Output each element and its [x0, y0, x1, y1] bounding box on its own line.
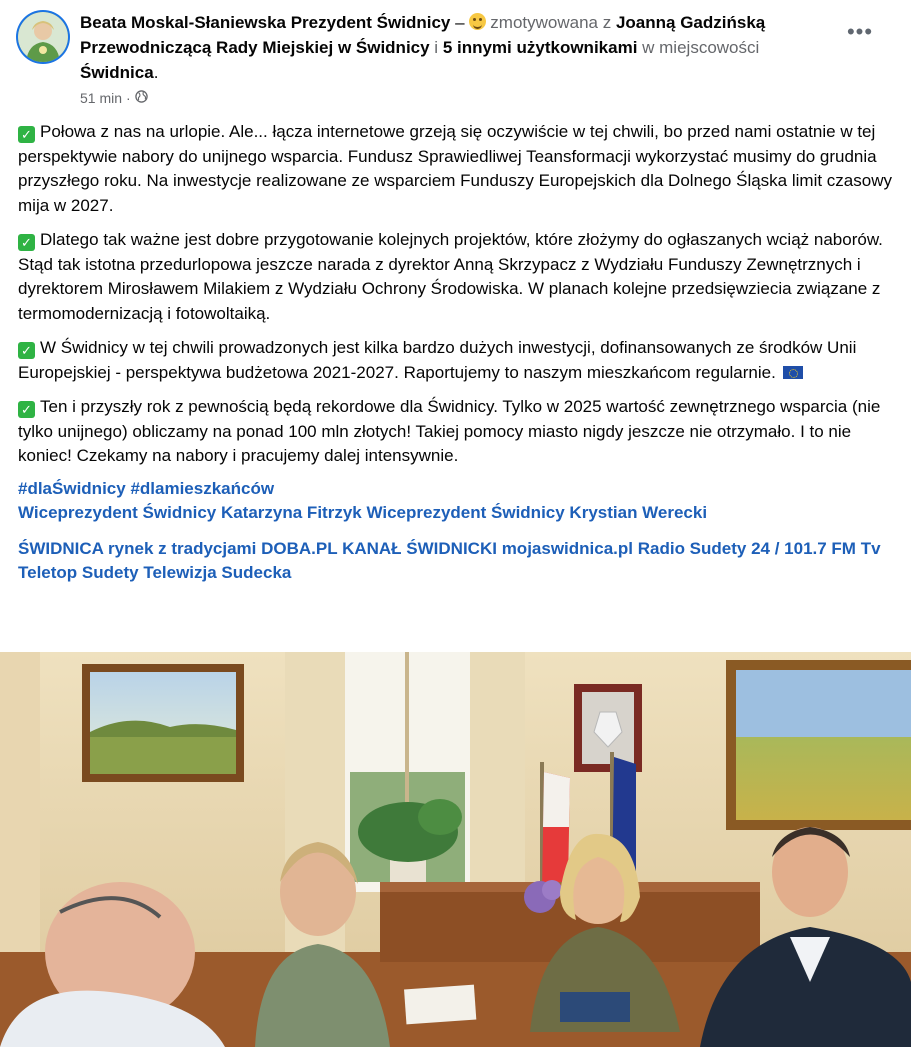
author-avatar[interactable] [18, 12, 68, 62]
mention-link[interactable]: Telewizja Sudecka [143, 563, 292, 582]
mention-link[interactable]: ŚWIDNICA rynek z tradycjami [18, 538, 257, 558]
location-dot: . [153, 63, 159, 82]
mention-link[interactable]: Wiceprezydent Świdnicy Krystian Werecki [366, 503, 708, 522]
globe-icon[interactable] [135, 90, 148, 106]
office-meeting-photo [0, 652, 911, 1047]
feeling-emoji-icon [469, 13, 486, 30]
paragraph-text: W Świdnicy w tej chwili prowadzonych jest kilka bardzo dużych inwestycji, dofinansowanych ze środków Unii Europejskiej - perspektywa budżetowa 2021-2027. Raportujemy to naszym mieszkańcom regularnie. [18, 338, 857, 382]
check-mark-icon: ✓ [18, 401, 35, 418]
mentions-line [18, 537, 898, 586]
eu-flag-icon [783, 366, 803, 379]
mention-link[interactable]: Wiceprezydent Świdnicy Katarzyna Fitrzyk [18, 503, 362, 522]
post-photo[interactable] [0, 652, 911, 1047]
check-mark-icon: ✓ [18, 126, 35, 143]
others-link[interactable]: 5 innymi użytkownikami [442, 38, 638, 57]
tagged-person[interactable]: Joanną Gadzińską Przewodniczącą Rady Miejskiej w Świdnicy [80, 13, 766, 57]
post-paragraph [18, 228, 898, 326]
post-paragraph [18, 120, 898, 218]
mention-link[interactable]: KANAŁ ŚWIDNICKI [342, 538, 497, 558]
mention-link[interactable]: mojaswidnica.pl [501, 538, 633, 558]
mentions-line [18, 501, 898, 526]
post-time[interactable]: 51 min [80, 90, 123, 106]
check-mark-icon: ✓ [18, 234, 35, 251]
post-paragraph [18, 336, 898, 385]
header-dash: – [450, 13, 470, 32]
in-place-text: w miejscowości [637, 38, 760, 57]
mention-link[interactable]: DOBA.PL [261, 538, 338, 558]
post-header-text [80, 10, 840, 85]
hashtags-line [18, 477, 898, 502]
paragraph-text: Połowa z nas na urlopie. Ale... łącza internetowe grzeją się oczywiście w tej chwili, bo przed nami ostatnie w tej perspektywie nabory do unijnego wsparcia. Fundusz Sprawiedliwej Teansformacji wykorzystać musimy do grudnia przyszłego roku. Na inwestycje realizowane ze wsparciem Funduszy Europejskich dla Dolnego Śląska limit czasowy mija w 2027. [18, 122, 892, 215]
and-word: i [429, 38, 443, 57]
mention-link[interactable]: Tv Teletop Sudety [18, 538, 881, 582]
mention-link[interactable]: Radio Sudety 24 / 101.7 FM [637, 538, 856, 558]
post-meta [80, 90, 148, 106]
author-name[interactable]: Beata Moskal-Słaniewska Prezydent Świdnicy [80, 13, 451, 32]
check-mark-icon: ✓ [18, 342, 35, 359]
hashtag-link[interactable]: #dlaŚwidnicy [18, 478, 126, 498]
more-options-icon[interactable]: ••• [846, 19, 874, 44]
post-body [18, 120, 898, 586]
with-word: z [598, 13, 616, 32]
post-paragraph [18, 395, 898, 469]
feeling-text: zmotywowana [490, 13, 598, 32]
meta-separator: · [126, 90, 131, 106]
hashtag-link[interactable]: #dlamieszkańców [130, 478, 275, 498]
location-link[interactable]: Świdnica [80, 63, 154, 82]
paragraph-text: Ten i przyszły rok z pewnością będą rekordowe dla Świdnicy. Tylko w 2025 wartość zewnętrznego wsparcia (nie tylko unijnego) obliczamy na ponad 100 mln złotych! Takiej pomocy miasto nigdy jeszcze nie otrzymało. I to nie koniec! Czekamy na nabory i pracujemy dalej intensywnie. [18, 397, 881, 465]
paragraph-text: Dlatego tak ważne jest dobre przygotowanie kolejnych projektów, które złożymy do ogłaszanych wciąż naborów. Stąd tak istotna przedurlopowa jeszcze narada z dyrektor Anną Skrzypacz z Wydziału Funduszy Zewnętrznych i dyrektorem Mirosławem Milakiem z Wydziału Ochrony Środowiska. W planach kolejne przedsięwziecia związane z termomodernizacją i fotowoltaiką. [18, 230, 883, 323]
